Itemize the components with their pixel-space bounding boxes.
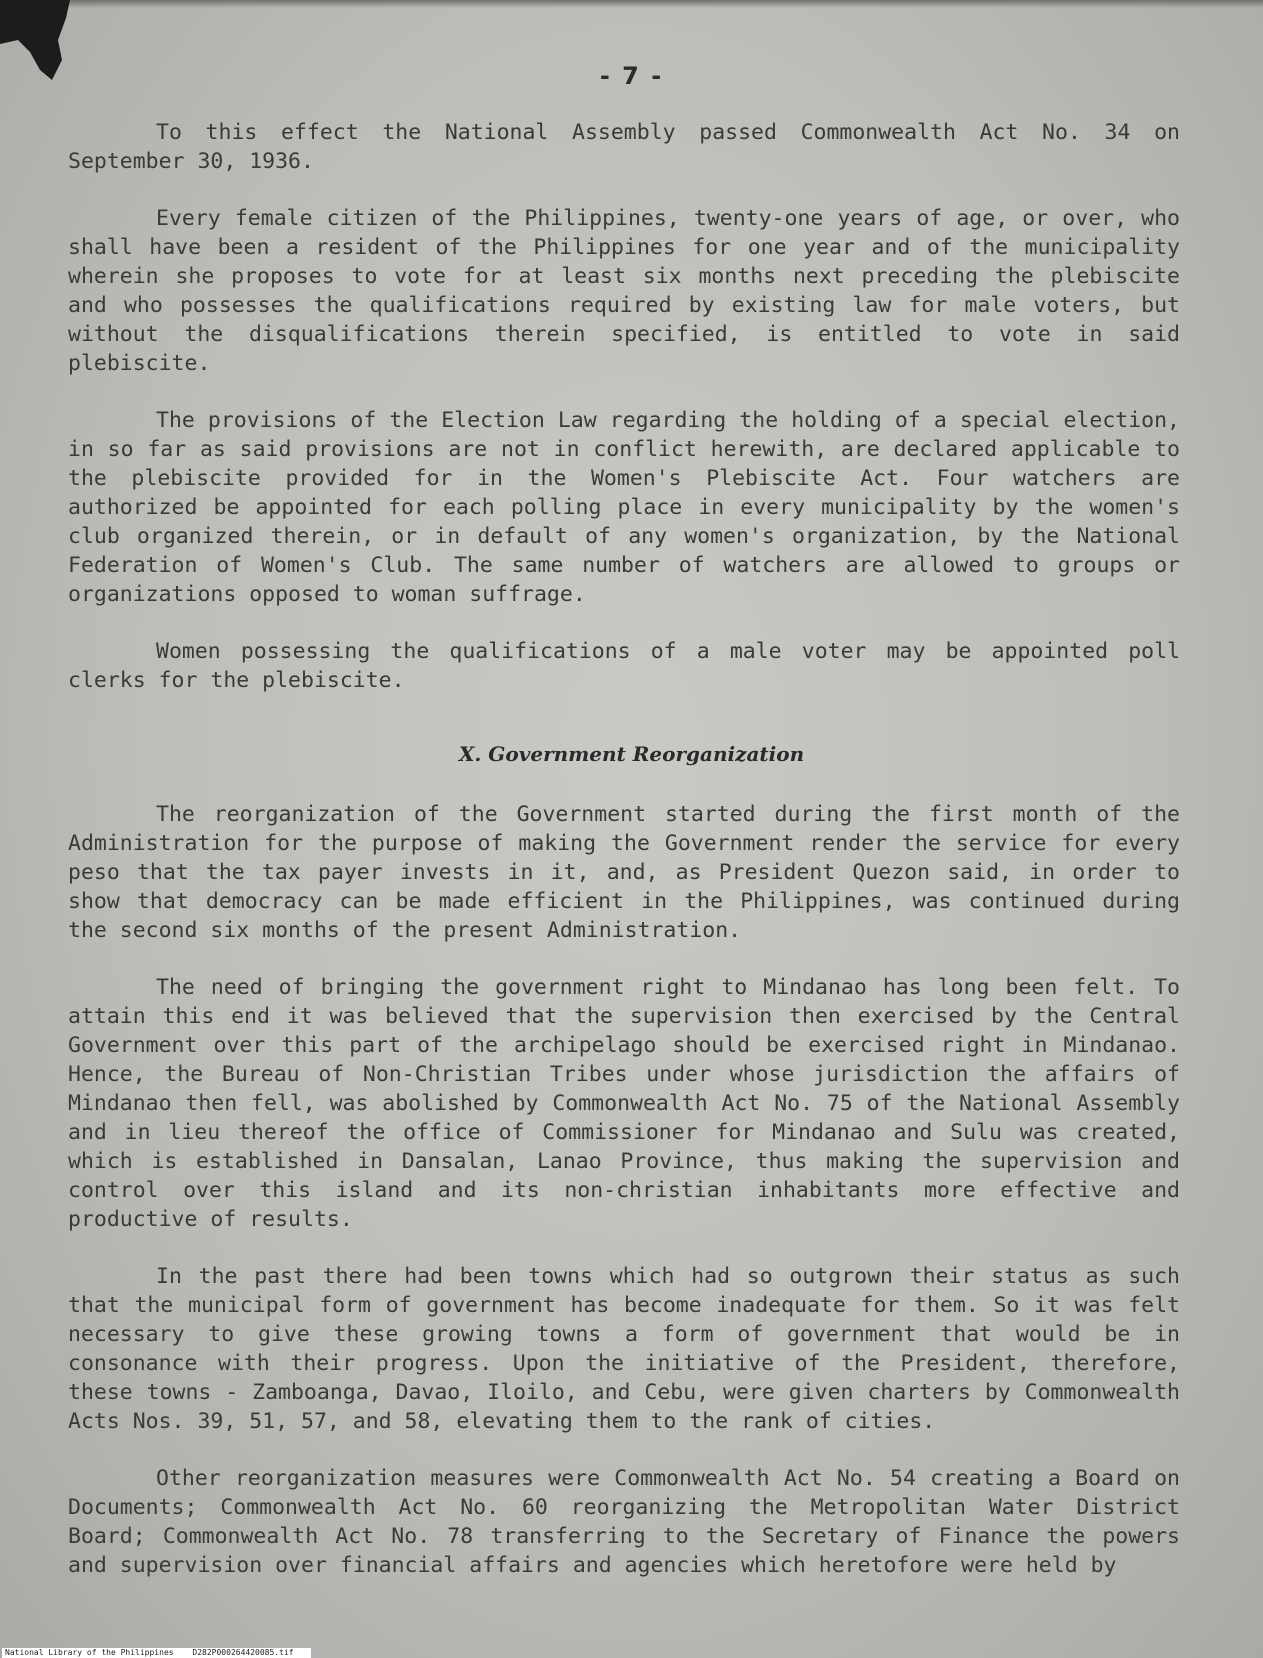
- page-top-edge: [0, 0, 1263, 8]
- footer-file-name: D282P000264420085.tif: [192, 1648, 294, 1657]
- scan-footer: [2, 1648, 311, 1658]
- paragraph-other-measures: Other reorganization measures were Commonwealth Act No. 54 creating a Board on Documents; Commonwealth Act No. 60 reorganizing the Metropolitan Water District Board; Commonwealth Act No. 78 transferring to the Secretary of Finance the powers and supervision over financial affairs and agencies which heretofore were held by: [68, 1466, 1180, 1578]
- paragraph-city-charters: In the past there had been towns which had so outgrown their status as such that the municipal form of government has become inadequate for them. So it was felt necessary to give these growing towns a form of government that would be in consonance with their progress. Upon the initiative of the President, therefore, these towns - Zamboanga, Davao, Iloilo, and Cebu, were given charters by Commonwealth Acts Nos. 39, 51, 57, and 58, elevating them to the rank of cities.: [68, 1264, 1180, 1434]
- paragraph-poll-clerks: Women possessing the qualifications of a male voter may be appointed poll clerks for the plebiscite.: [68, 639, 1180, 693]
- section-heading: X. Government Reorganization: [458, 742, 805, 766]
- section-text-before: [68, 118, 1180, 695]
- paragraph-commonwealth-act-34: To this effect the National Assembly passed Commonwealth Act No. 34 on September 30, 1936.: [68, 120, 1180, 174]
- paragraph-election-law-provisions: The provisions of the Election Law regarding the holding of a special election, in so far as said provisions are not in conflict herewith, are declared applicable to the plebiscite provided for in the Women's Plebiscite Act. Four watchers are authorized be appointed for each polling place in every municipality by the women's club organized therein, or in default of any women's organization, by the National Federation of Women's Club. The same number of watchers are allowed to groups or organizations opposed to woman suffrage.: [68, 408, 1180, 607]
- paragraph-reorganization-start: The reorganization of the Government started during the first month of the Administration for the purpose of making the Government render the service for every peso that the tax payer invests in it, and, as President Quezon said, in order to show that democracy can be made efficient in the Philippines, was continued during the second six months of the present Administration.: [68, 802, 1180, 943]
- paragraph-mindanao-government: The need of bringing the government right to Mindanao has long been felt. To attain this end it was believed that the supervision then exercised by the Central Government over this part of the archipelago should be exercised right in Mindanao. Hence, the Bureau of Non-Christian Tribes under whose jurisdiction the affairs of Mindanao then fell, was abolished by Commonwealth Act No. 75 of the National Assembly and in lieu thereof the office of Commissioner for Mindanao and Sulu was created, which is established in Dansalan, Lanao Province, thus making the supervision and control over this island and its non-christian inhabitants more effective and productive of results.: [68, 975, 1180, 1232]
- paragraph-female-citizen-eligibility: Every female citizen of the Philippines, twenty-one years of age, or over, who shall have been a resident of the Philippines for one year and of the municipality wherein she proposes to vote for at least six months next preceding the plebiscite and who possesses the qualifications required by existing law for male voters, but without the disqualifications therein specified, is entitled to vote in said plebiscite.: [68, 206, 1180, 376]
- footer-library-name: National Library of the Philippines: [5, 1648, 174, 1657]
- section-text-after: [68, 800, 1180, 1580]
- page-number: - 7 -: [599, 62, 664, 90]
